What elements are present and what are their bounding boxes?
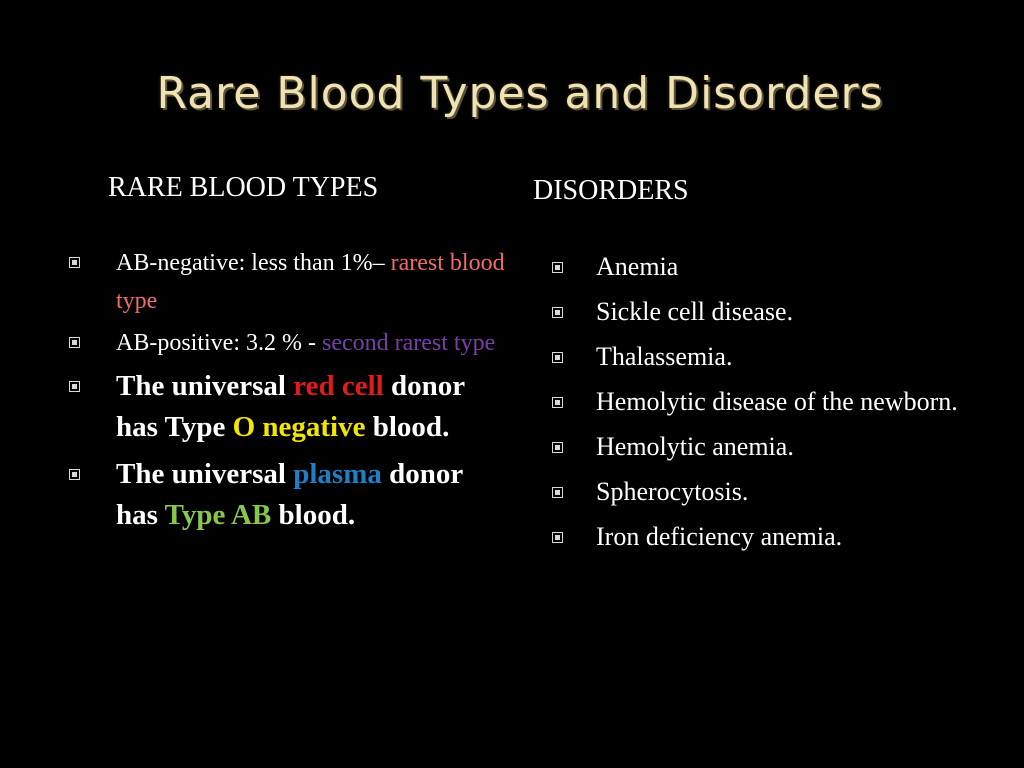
list-item [549, 294, 969, 330]
list-item-text: The universal [116, 458, 294, 490]
square-bullet-icon [552, 532, 563, 543]
list-item-highlight: rarest blood type [116, 250, 505, 314]
square-bullet-icon [552, 307, 563, 318]
list-item-text: Sickle cell disease. [596, 297, 794, 326]
square-bullet-icon [69, 469, 80, 480]
list-item-text: Hemolytic disease of the newborn. [596, 387, 958, 416]
rare-blood-types-list [66, 244, 506, 542]
list-item-text: AB-negative: less than 1%– [116, 250, 391, 276]
square-bullet-icon [552, 487, 563, 498]
square-bullet-icon [552, 442, 563, 453]
list-item [549, 249, 969, 285]
list-item [66, 454, 506, 536]
list-item-highlight: second rarest type [321, 330, 496, 356]
list-item-text: The universal [116, 370, 294, 402]
list-item-text: donor has Type [116, 370, 465, 443]
square-bullet-icon [552, 397, 563, 408]
square-bullet-icon [69, 337, 80, 348]
square-bullet-icon [69, 381, 80, 392]
slide-title: Rare Blood Types and Disorders [156, 68, 884, 119]
list-item-highlight: Type AB [164, 499, 272, 531]
list-item-highlight: red cell [293, 370, 384, 402]
list-item-highlight: plasma [293, 458, 382, 490]
list-item-text: Thalassemia. [596, 342, 733, 371]
list-item [549, 339, 969, 375]
list-item-text: Iron deficiency anemia. [596, 522, 843, 551]
list-item-text: blood. [271, 499, 356, 531]
list-item-highlight: O negative [232, 411, 366, 443]
list-item [549, 384, 969, 420]
disorders-heading: DISORDERS [533, 175, 689, 206]
list-item [66, 324, 506, 362]
list-item [549, 429, 969, 465]
disorders-list [549, 249, 969, 564]
list-item-text: Hemolytic anemia. [596, 432, 794, 461]
list-item-text: blood. [365, 411, 450, 443]
list-item [66, 366, 506, 448]
list-item [66, 244, 506, 320]
list-item [549, 519, 969, 555]
list-item-text: AB-positive: 3.2 % - [116, 330, 322, 356]
list-item-text: Anemia [596, 252, 679, 281]
rare-blood-types-heading: RARE BLOOD TYPES [108, 172, 379, 203]
list-item-text: donor has [116, 458, 463, 531]
list-item [549, 474, 969, 510]
square-bullet-icon [69, 257, 80, 268]
list-item-text: Spherocytosis. [596, 477, 749, 506]
square-bullet-icon [552, 352, 563, 363]
square-bullet-icon [552, 262, 563, 273]
